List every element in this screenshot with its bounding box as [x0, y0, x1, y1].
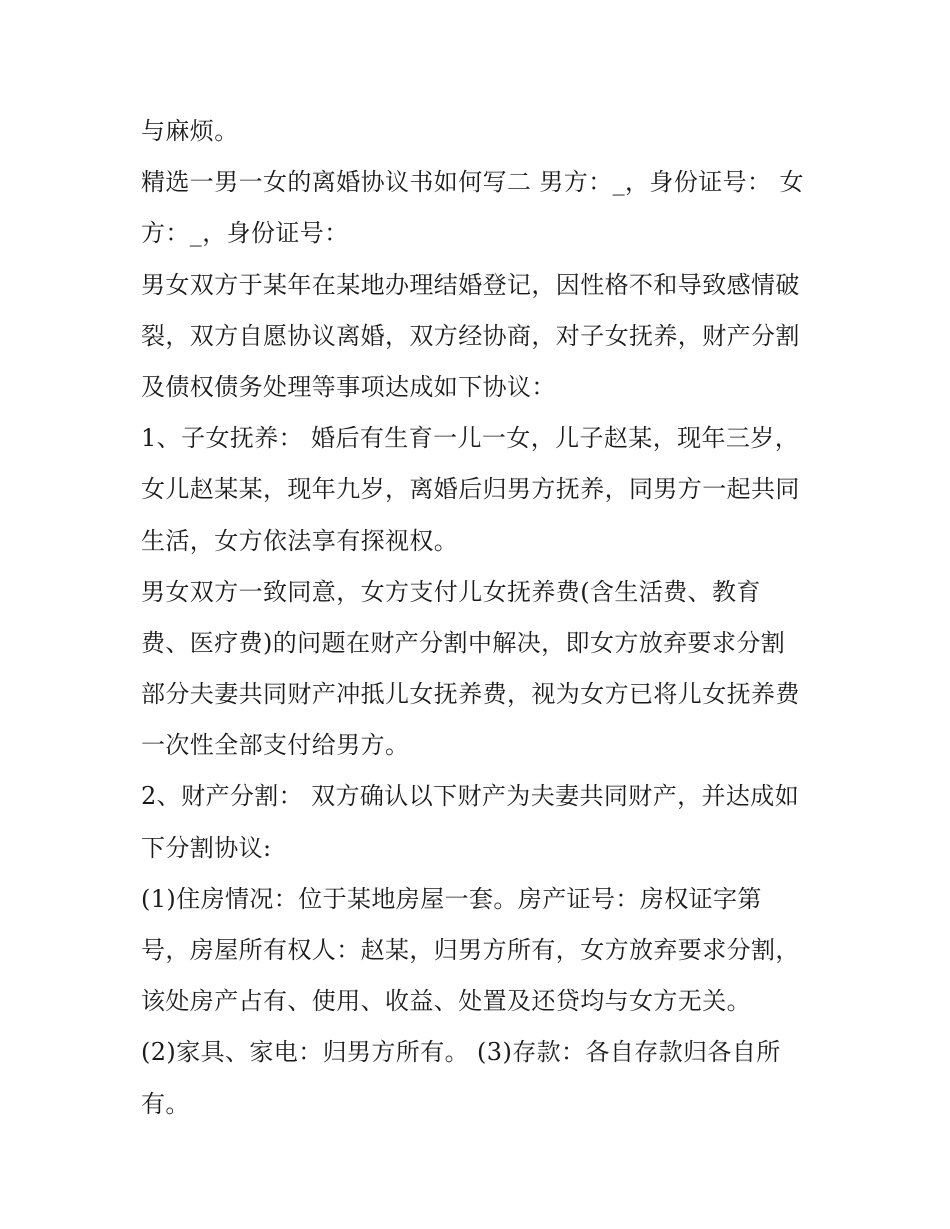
text-line: (2)家具、家电：归男方所有。 (3)存款：各自存款归各自所: [141, 1038, 781, 1067]
text-line: 1、子女抚养： 婚后有生育一儿一女，儿子赵某，现年三岁，: [141, 424, 800, 453]
text-line: (1)住房情况：位于某地房屋一套。房产证号：房权证字第: [141, 884, 762, 913]
text-line: 及债权债务处理等事项达成如下协议：: [141, 372, 556, 401]
text-line: 有。: [141, 1089, 190, 1118]
text-line: 男女双方于某年在某地办理结婚登记，因性格不和导致感情破: [141, 270, 800, 299]
text-line: 该处房产占有、使用、收益、处置及还贷均与女方无关。: [141, 987, 751, 1016]
text-line: 下分割协议:: [141, 833, 272, 862]
text-line: 与麻烦。: [141, 117, 239, 145]
text-line: 生活，女方依法享有探视权。: [141, 526, 459, 555]
text-line: 男女双方一致同意，女方支付儿女抚养费(含生活费、教育: [141, 577, 761, 606]
text-line: 2、财产分割： 双方确认以下财产为夫妻共同财产，并达成如: [141, 782, 800, 811]
text-line: 方：_，身份证号：: [141, 219, 349, 248]
text-line: 女儿赵某某，现年九岁，离婚后归男方抚养，同男方一起共同: [141, 475, 800, 504]
text-line: 号，房屋所有权人：赵某，归男方所有，女方放弃要求分割，: [141, 936, 800, 964]
text-line: 精选一男一女的离婚协议书如何写二 男方：_，身份证号： 女: [141, 168, 804, 197]
text-line: 费、医疗费)的问题在财产分割中解决，即女方放弃要求分割: [141, 628, 786, 657]
text-line: 部分夫妻共同财产冲抵儿女抚养费，视为女方已将儿女抚养费: [141, 680, 800, 709]
document-body: [141, 106, 816, 1130]
text-line: 一次性全部支付给男方。: [141, 731, 410, 760]
text-line: 裂，双方自愿协议离婚，双方经协商，对子女抚养，财产分割: [141, 321, 800, 350]
